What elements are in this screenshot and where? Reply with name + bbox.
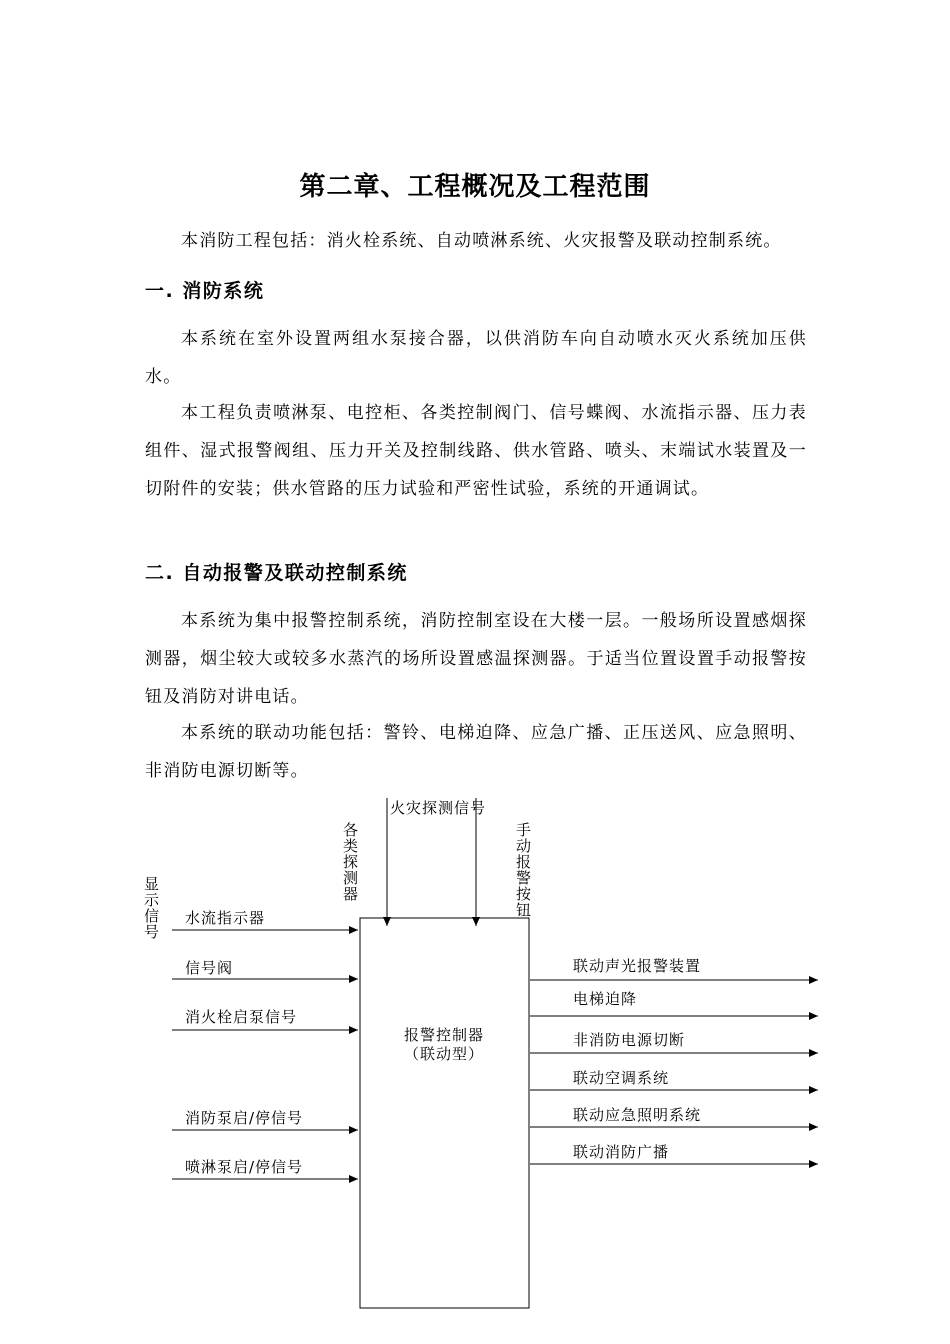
- output-label: 非消防电源切断: [573, 1031, 686, 1049]
- input-label: 消防泵启/停信号: [185, 1109, 304, 1127]
- input-label: 喷淋泵启/停信号: [185, 1158, 304, 1176]
- output-label: 联动应急照明系统: [573, 1106, 702, 1124]
- output-label: 联动声光报警装置: [573, 957, 702, 975]
- section1-paragraph-1: 本系统在室外设置两组水泵接合器，以供消防车向自动喷水灭火系统加压供水。: [145, 329, 807, 387]
- section2-paragraph-1: 本系统为集中报警控制系统，消防控制室设在大楼一层。一般场所设置感烟探测器，烟尘较大或较多水蒸汽的场所设置感温探测器。于适当位置设置手动报警按钮及消防对讲电话。: [145, 611, 807, 707]
- intro-paragraph: 本消防工程包括：消火栓系统、自动喷淋系统、火灾报警及联动控制系统。: [181, 231, 782, 251]
- input-label: 消火栓启泵信号: [185, 1008, 298, 1026]
- detectors-label: 各类探测器: [341, 822, 359, 902]
- input-label: 信号阀: [185, 959, 234, 977]
- input-label: 水流指示器: [185, 909, 266, 927]
- output-label: 电梯迫降: [573, 990, 638, 1008]
- page-title: 第二章、工程概况及工程范围: [299, 172, 651, 202]
- display-signal-label: 显示信号: [142, 876, 160, 940]
- fire-detection-signal-label: 火灾探测信号: [390, 799, 487, 817]
- alarm-control-diagram: [0, 780, 950, 1344]
- manual-alarm-button-label: 手动报警按钮: [514, 822, 532, 918]
- section-heading-alarm-system: 二. 自动报警及联动控制系统: [145, 562, 408, 584]
- output-label: 联动消防广播: [573, 1143, 670, 1161]
- section-heading-fire-system: 一. 消防系统: [145, 280, 265, 302]
- output-label: 联动空调系统: [573, 1069, 670, 1087]
- controller-label: 报警控制器: [404, 1026, 485, 1044]
- controller-type-label: （联动型）: [404, 1045, 485, 1063]
- section2-paragraph-2: 本系统的联动功能包括：警铃、电梯迫降、应急广播、正压送风、应急照明、非消防电源切断等。: [145, 723, 807, 781]
- controller-box: [360, 918, 529, 1308]
- section1-paragraph-2: 本工程负责喷淋泵、电控柜、各类控制阀门、信号蝶阀、水流指示器、压力表组件、湿式报警阀组、压力开关及控制线路、供水管路、喷头、末端试水装置及一切附件的安装；供水管路的压力试验和严密性试验，系统的开通调试。: [145, 403, 807, 499]
